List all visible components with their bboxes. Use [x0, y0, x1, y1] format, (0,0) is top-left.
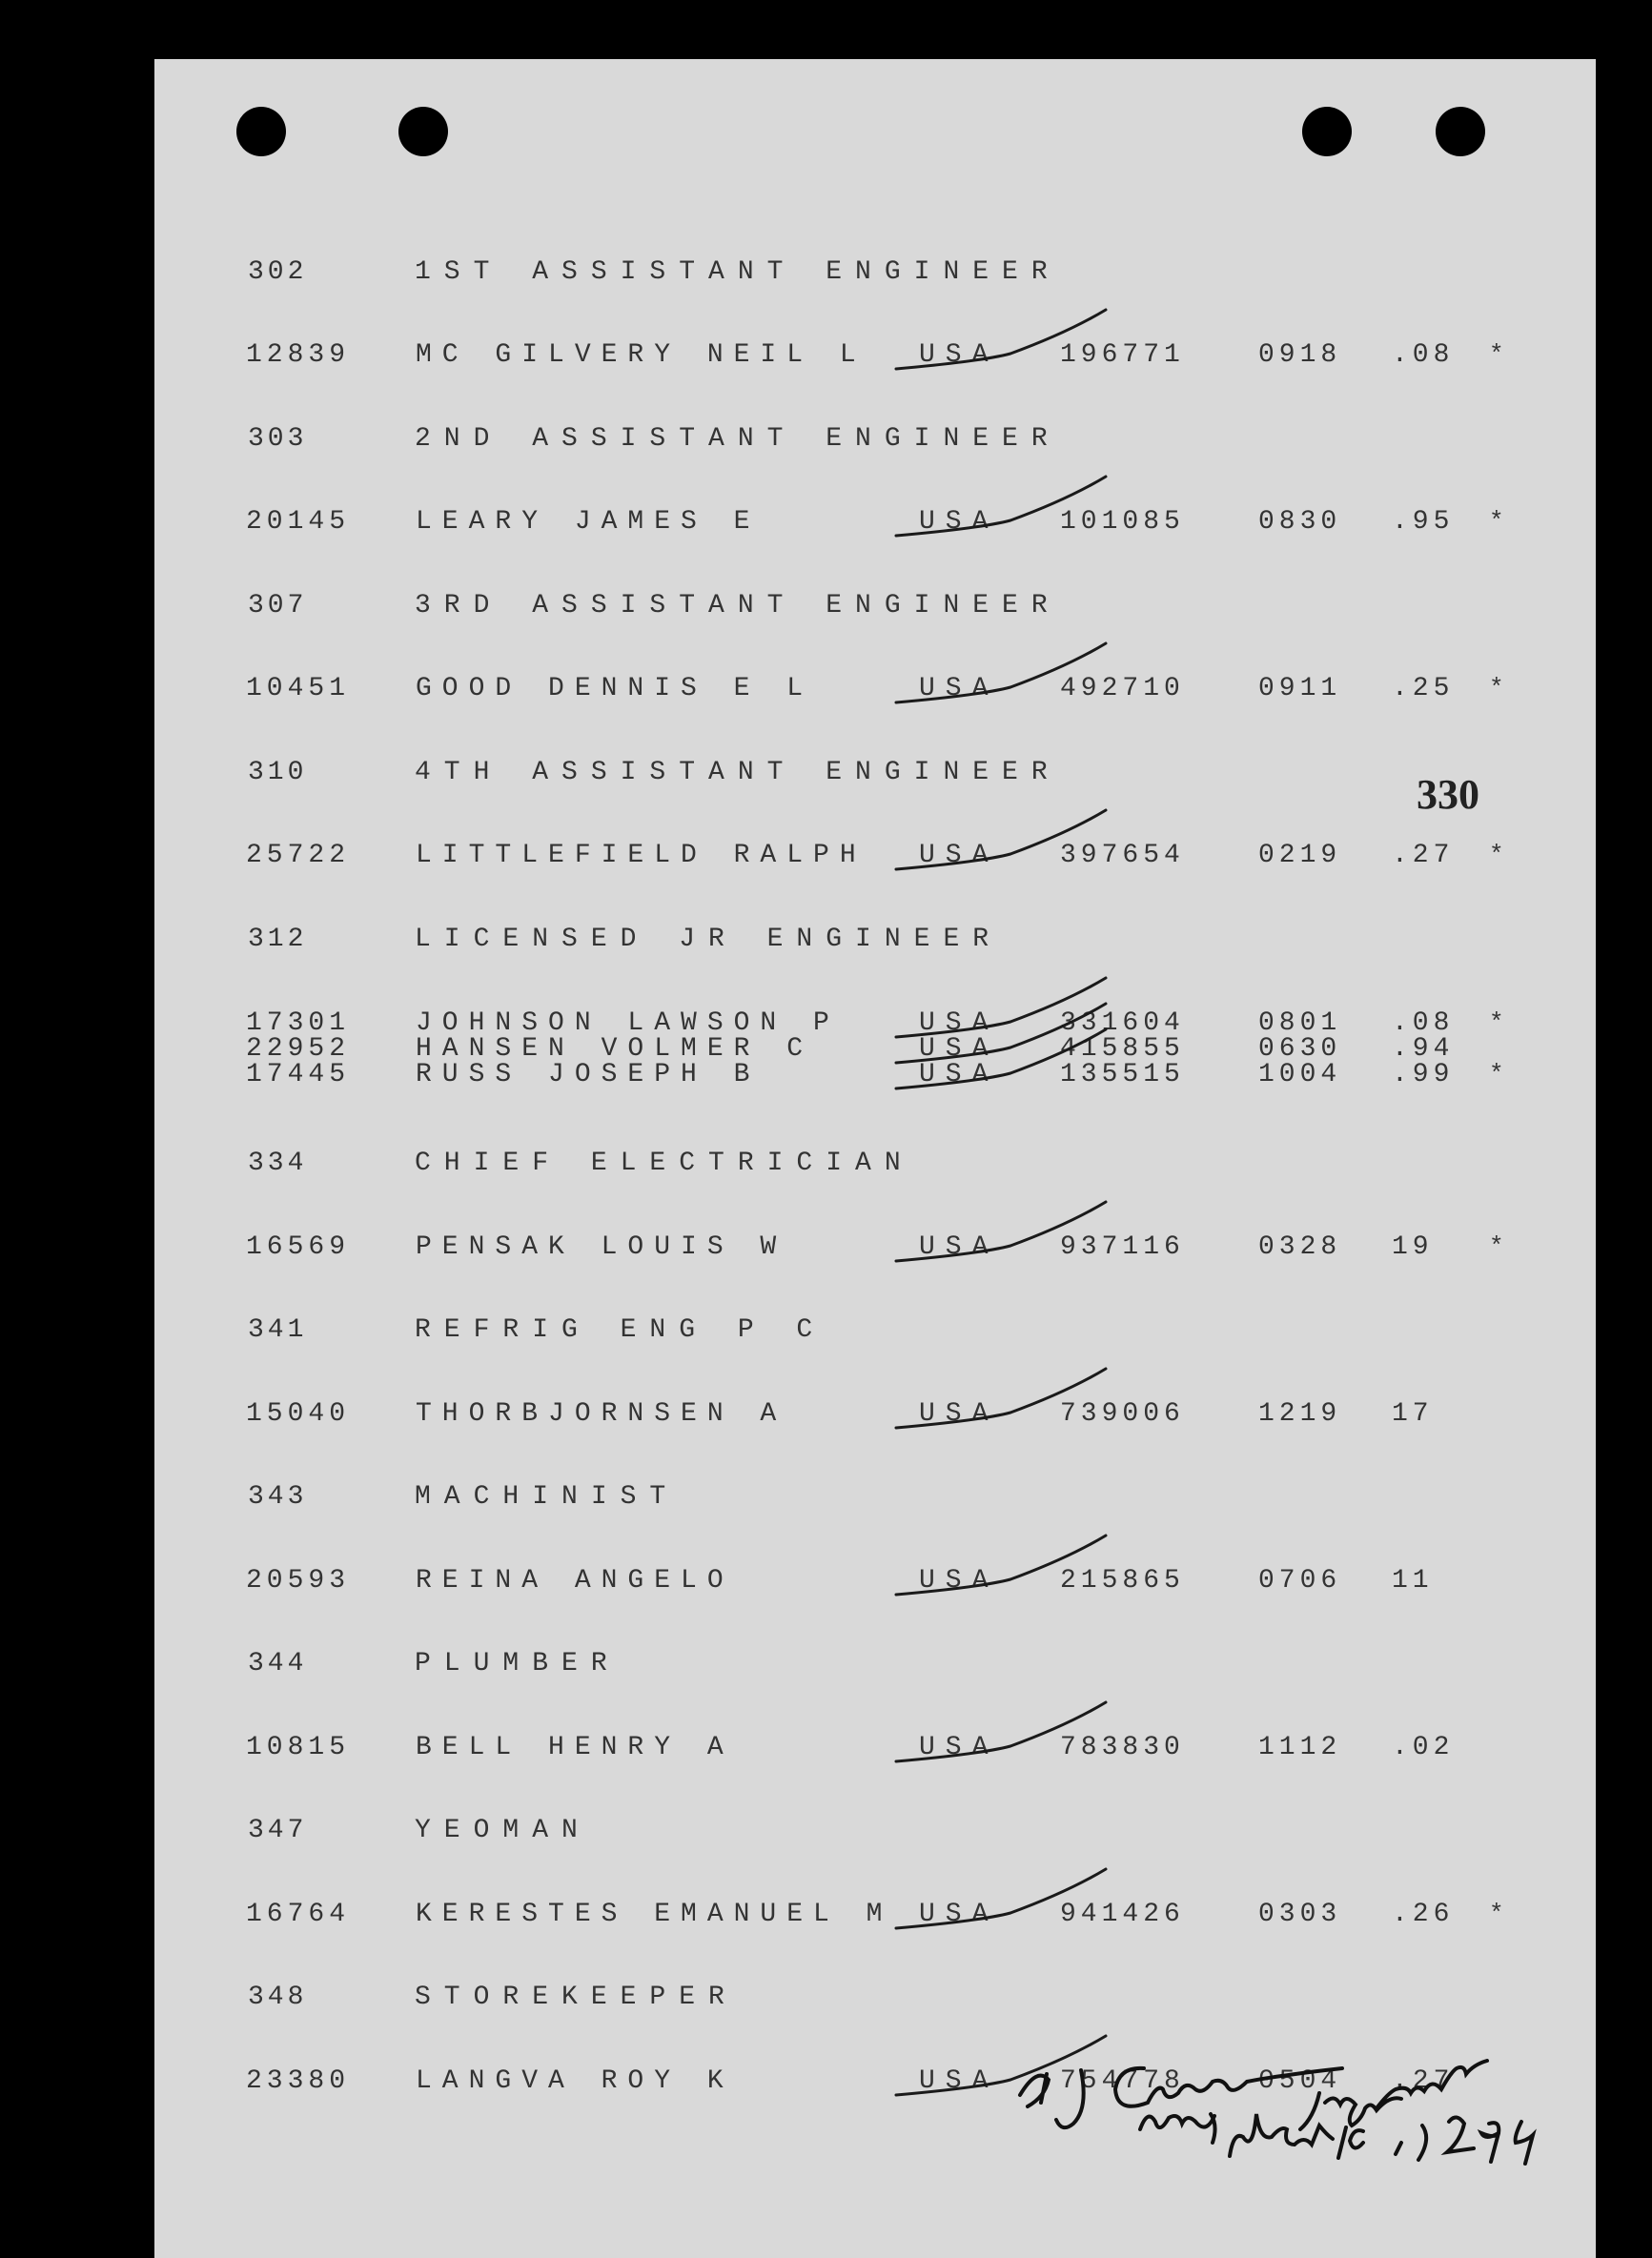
rating-code: 307 [248, 591, 308, 620]
crew-id: 25722 [246, 841, 351, 870]
rating-code: 334 [248, 1149, 308, 1178]
rating-title: 4TH ASSISTANT ENGINEER [415, 758, 1061, 787]
asterisk-mark: * [1489, 1232, 1504, 1261]
asterisk-mark: * [1489, 1008, 1504, 1037]
date-code: 1112 [1258, 1733, 1342, 1762]
asterisk-mark: * [1489, 841, 1504, 869]
document-number: 101085 [1060, 507, 1185, 537]
nationality: USA [919, 674, 999, 703]
rating-title: MACHINIST [415, 1482, 680, 1512]
document-number: 135515 [1060, 1060, 1185, 1089]
rating-title: 2ND ASSISTANT ENGINEER [415, 424, 1061, 454]
crew-name: THORBJORNSEN A [416, 1399, 787, 1429]
crew-id: 20593 [246, 1566, 351, 1596]
date-code: 0328 [1258, 1232, 1342, 1262]
nationality: USA [919, 1733, 999, 1762]
asterisk-mark: * [1489, 1060, 1504, 1088]
date-code: 0911 [1258, 674, 1342, 703]
amount: .25 [1392, 674, 1455, 703]
nationality: USA [919, 1232, 999, 1262]
amount: .26 [1392, 1900, 1455, 1929]
date-code: 0303 [1258, 1900, 1342, 1929]
nationality: USA [919, 507, 999, 537]
nationality: USA [919, 1008, 999, 1038]
nationality: USA [919, 1900, 999, 1929]
nationality: USA [919, 841, 999, 870]
crew-id: 10815 [246, 1733, 351, 1762]
rating-title: 3RD ASSISTANT ENGINEER [415, 591, 1061, 620]
crew-id: 15040 [246, 1399, 351, 1429]
crew-id: 12839 [246, 340, 351, 370]
crew-name: JOHNSON LAWSON P [416, 1008, 840, 1038]
nationality: USA [919, 1060, 999, 1089]
document-number: 739006 [1060, 1399, 1185, 1429]
crew-id: 17301 [246, 1008, 351, 1038]
document-number: 941426 [1060, 1900, 1185, 1929]
asterisk-mark: * [1489, 674, 1504, 702]
date-code: 0706 [1258, 1566, 1342, 1596]
rating-code: 310 [248, 758, 308, 787]
rating-title: 1ST ASSISTANT ENGINEER [415, 257, 1061, 287]
rating-code: 348 [248, 1983, 308, 2012]
crew-id: 22952 [246, 1034, 351, 1064]
nationality: USA [919, 340, 999, 370]
document-number: 783830 [1060, 1733, 1185, 1762]
amount: 17 [1392, 1399, 1434, 1429]
crew-name: GOOD DENNIS E L [416, 674, 814, 703]
amount: .08 [1392, 340, 1455, 370]
amount: .95 [1392, 507, 1455, 537]
crew-name: LEARY JAMES E [416, 507, 761, 537]
document-number: 215865 [1060, 1566, 1185, 1596]
crew-id: 17445 [246, 1060, 351, 1089]
amount: .94 [1392, 1034, 1455, 1064]
date-code: 1004 [1258, 1060, 1342, 1089]
nationality: USA [919, 1399, 999, 1429]
crew-name: MC GILVERY NEIL L [416, 340, 867, 370]
rating-code: 341 [248, 1315, 308, 1345]
document-number: 196771 [1060, 340, 1185, 370]
amount: .02 [1392, 1733, 1455, 1762]
asterisk-mark: * [1489, 340, 1504, 369]
crew-name: BELL HENRY A [416, 1733, 734, 1762]
amount: 19 [1392, 1232, 1434, 1262]
crew-name: RUSS JOSEPH B [416, 1060, 761, 1089]
amount: .27 [1392, 2066, 1455, 2096]
crew-name: LANGVA ROY K [416, 2066, 734, 2096]
asterisk-mark: * [1489, 1900, 1504, 1928]
crew-id: 16764 [246, 1900, 351, 1929]
crew-id: 20145 [246, 507, 351, 537]
date-code: 1219 [1258, 1399, 1342, 1429]
page-number: 330 [1417, 771, 1479, 818]
asterisk-mark: * [1489, 507, 1504, 536]
crew-id: 23380 [246, 2066, 351, 2096]
rating-code: 303 [248, 424, 308, 454]
date-code: 0630 [1258, 1034, 1342, 1064]
rating-code: 347 [248, 1816, 308, 1845]
date-code: 0801 [1258, 1008, 1342, 1038]
date-code: 0219 [1258, 841, 1342, 870]
rating-title: CHIEF ELECTRICIAN [415, 1149, 914, 1178]
rating-code: 343 [248, 1482, 308, 1512]
rating-title: STOREKEEPER [415, 1983, 738, 2012]
rating-title: PLUMBER [415, 1649, 621, 1678]
rating-title: LICENSED JR ENGINEER [415, 925, 1003, 954]
amount: .08 [1392, 1008, 1455, 1038]
document-number: 397654 [1060, 841, 1185, 870]
rating-code: 302 [248, 257, 308, 287]
nationality: USA [919, 2066, 999, 2096]
nationality: USA [919, 1566, 999, 1596]
date-code: 0830 [1258, 507, 1342, 537]
document-number: 331604 [1060, 1008, 1185, 1038]
rating-title: YEOMAN [415, 1816, 591, 1845]
nationality: USA [919, 1034, 999, 1064]
document-number: 937116 [1060, 1232, 1185, 1262]
amount: .27 [1392, 841, 1455, 870]
rating-code: 312 [248, 925, 308, 954]
crew-id: 10451 [246, 674, 351, 703]
date-code: 0504 [1258, 2066, 1342, 2096]
document-number: 492710 [1060, 674, 1185, 703]
rating-code: 344 [248, 1649, 308, 1678]
date-code: 0918 [1258, 340, 1342, 370]
amount: .99 [1392, 1060, 1455, 1089]
crew-id: 16569 [246, 1232, 351, 1262]
crew-name: REINA ANGELO [416, 1566, 734, 1596]
document-number: 415855 [1060, 1034, 1185, 1064]
crew-name: LITTLEFIELD RALPH [416, 841, 867, 870]
crew-name: PENSAK LOUIS W [416, 1232, 787, 1262]
crew-name: HANSEN VOLMER C [416, 1034, 814, 1064]
rating-title: REFRIG ENG P C [415, 1315, 826, 1345]
document-number: 754778 [1060, 2066, 1185, 2096]
amount: 11 [1392, 1566, 1434, 1596]
crew-name: KERESTES EMANUEL M [416, 1900, 893, 1929]
